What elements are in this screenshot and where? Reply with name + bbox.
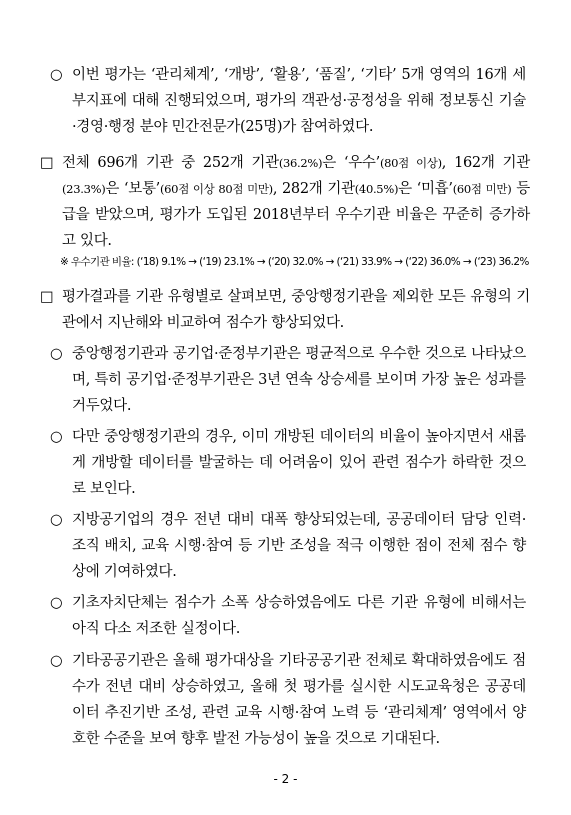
excellent-ratio-note: ※ 우수기관 비율: (‘18) 9.1% → (‘19) 23.1% → (‘20) 32.0% → (‘21) 33.9% → (‘22) 36.0% → (‘23) 36.2%: [60, 256, 529, 268]
paragraph-overall-results: [40, 150, 530, 254]
paragraph-central-agencies: [50, 341, 526, 419]
paragraph-text: 지방공기업의 경우 전년 대비 대폭 향상되었는데, 공공데이터 담당 인력·조직 배치, 교육 시행·참여 등 기반 조성을 적극 이행한 점이 전체 점수 향상에 기여하였다.: [72, 512, 526, 580]
page-number: - 2 -: [273, 772, 298, 786]
paragraph-text: 이번 평가는 ‘관리체계’, ‘개방’, ‘활용’, ‘품질’, ‘기타’ 5개 영역의 16개 세부지표에 대해 진행되었으며, 평가의 객관성·공정성을 위해 정보통신 기술·경영·행정 분야 민간전문가(25명)가 참여하였다.: [72, 67, 526, 135]
paragraph-basic-local-governments: [50, 590, 526, 642]
paragraph-text: 평가결과를 기관 유형별로 살펴보면, 중앙행정기관을 제외한 모든 유형의 기관에서 지난해와 비교하여 점수가 향상되었다.: [62, 289, 530, 331]
paragraph-central-decline: [50, 424, 526, 502]
paragraph-other-public-institutions: [50, 648, 526, 752]
paragraph-text: 중앙행정기관과 공기업·준정부기관은 평균적으로 우수한 것으로 나타났으며, 특히 공기업·준정부기관은 3년 연속 상승세를 보이며 가장 높은 성과를 거두었다.: [72, 346, 526, 414]
circle-bullet-icon: ○: [50, 67, 63, 83]
square-bullet-icon: □: [40, 155, 54, 171]
paragraph-evaluation-scope: [50, 62, 526, 140]
paragraph-text: 기타공공기관은 올해 평가대상을 기타공공기관 전체로 확대하였음에도 점수가 전년 대비 상승하였고, 올해 첫 평가를 실시한 시도교육청은 공공데이터 추진기반 조성, 관련 교육 시행·참여 노력 등 ‘관리체계’ 영역에서 양호한 수준을 보여 향후 발전 가능성이 높을 것으로 기대된다.: [72, 653, 526, 747]
paragraph-by-type: [40, 284, 530, 336]
paragraph-local-public-enterprises: [50, 507, 526, 585]
paragraph-text: 다만 중앙행정기관의 경우, 이미 개방된 데이터의 비율이 높아지면서 새롭게 개방할 데이터를 발굴하는 데 어려움이 있어 관련 점수가 하락한 것으로 보인다.: [72, 429, 526, 497]
paragraph-text: 전체 696개 기관 중 252개 기관(36.2%)은 ‘우수’(80점 이상), 162개 기관(23.3%)은 ‘보통’(60점 이상 80점 미만), 282개 기관(40.5%)은 ‘미흡’(60점 미만) 등급을 받았으며, 평가가 도입된 2018년부터 우수기관 비율은 꾸준히 증가하고 있다.: [62, 155, 530, 249]
circle-bullet-icon: ○: [50, 512, 63, 528]
circle-bullet-icon: ○: [50, 653, 63, 669]
paragraph-text: 기초자치단체는 점수가 소폭 상승하였음에도 다른 기관 유형에 비해서는 아직 다소 저조한 실정이다.: [72, 595, 526, 637]
circle-bullet-icon: ○: [50, 346, 63, 362]
circle-bullet-icon: ○: [50, 429, 63, 445]
square-bullet-icon: □: [40, 289, 54, 305]
circle-bullet-icon: ○: [50, 595, 63, 611]
